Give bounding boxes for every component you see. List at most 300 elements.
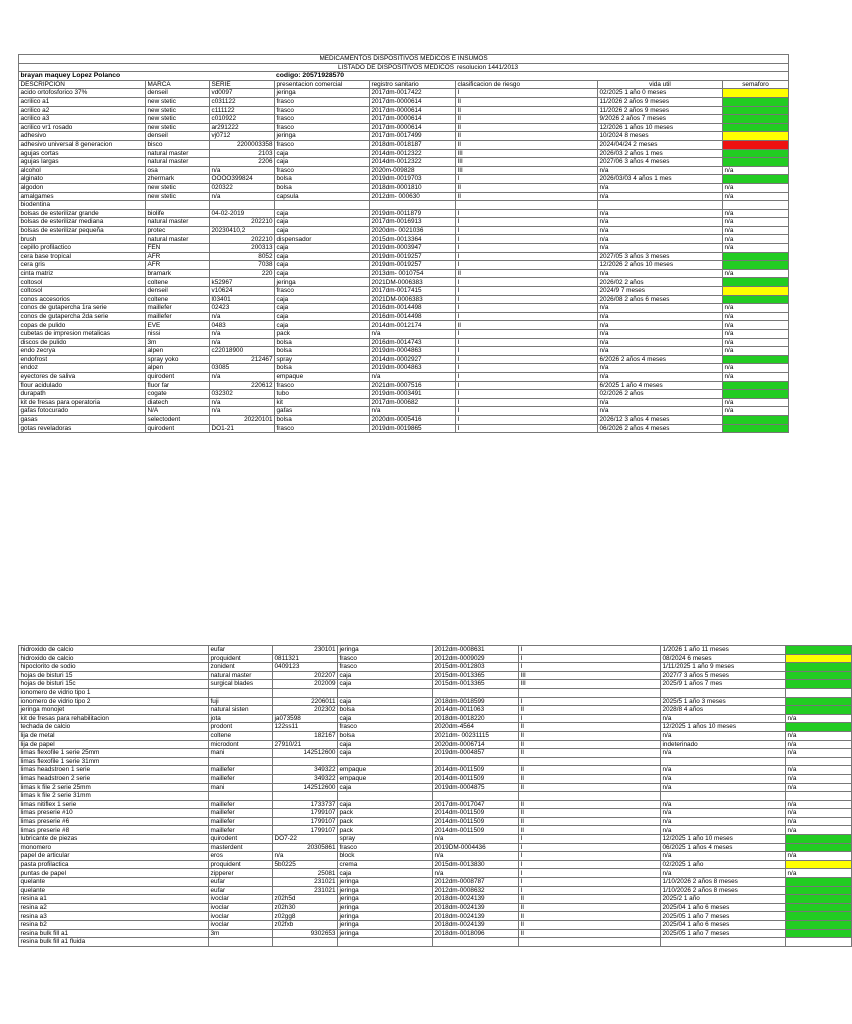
table-row bbox=[19, 252, 789, 261]
risk-class-cell: I bbox=[519, 663, 661, 672]
risk-class-cell: II bbox=[519, 817, 661, 826]
presentation-cell: empaque bbox=[275, 372, 370, 381]
brand-cell: eufar bbox=[209, 886, 273, 895]
table-row bbox=[19, 671, 852, 680]
registry-cell: 2021dm-0007516 bbox=[370, 381, 456, 390]
brand-cell: maillefer bbox=[146, 304, 210, 313]
risk-class-cell: II bbox=[519, 723, 661, 732]
brand-cell: maillefer bbox=[209, 809, 273, 818]
table-row bbox=[19, 364, 789, 373]
risk-class-cell: I bbox=[519, 697, 661, 706]
shelf-life-cell: n/a bbox=[598, 407, 723, 416]
table-row bbox=[19, 175, 789, 184]
registry-cell: 2018dm-0018220 bbox=[433, 714, 519, 723]
risk-class-cell: I bbox=[456, 218, 598, 227]
brand-cell: zipperer bbox=[209, 869, 273, 878]
table-row bbox=[19, 921, 852, 930]
traffic-light-cell: n/a bbox=[723, 235, 789, 244]
brand-cell: osa bbox=[146, 166, 210, 175]
description-cell: cepillo profilactico bbox=[19, 244, 146, 253]
table-row bbox=[19, 826, 852, 835]
description-cell: acrilico vr1 rosado bbox=[19, 123, 146, 132]
brand-cell: natural master bbox=[146, 218, 210, 227]
traffic-light-cell bbox=[723, 97, 789, 106]
brand-cell: zonident bbox=[209, 663, 273, 672]
description-cell: resina a3 bbox=[19, 912, 209, 921]
presentation-cell: frasco bbox=[275, 166, 370, 175]
description-cell: gasas bbox=[19, 415, 146, 424]
presentation-cell: crema bbox=[338, 860, 433, 869]
table-row bbox=[19, 723, 852, 732]
brand-cell: proquident bbox=[209, 860, 273, 869]
table-row bbox=[19, 706, 852, 715]
shelf-life-cell: n/a bbox=[661, 783, 786, 792]
presentation-cell: caja bbox=[338, 680, 433, 689]
shelf-life-cell: indeterinado bbox=[661, 740, 786, 749]
table-row bbox=[19, 226, 789, 235]
description-cell: endofrost bbox=[19, 355, 146, 364]
shelf-life-cell: 2026/12 3 años 4 meses bbox=[598, 415, 723, 424]
serial-cell: 122ss11 bbox=[273, 723, 338, 732]
description-cell: jeringa monojet bbox=[19, 706, 209, 715]
column-header: semaforo bbox=[723, 80, 789, 89]
registry-cell: n/a bbox=[370, 407, 456, 416]
serial-cell: 1733737 bbox=[273, 800, 338, 809]
description-cell: hojas de bisturi 15c bbox=[19, 680, 209, 689]
table-row bbox=[19, 338, 789, 347]
traffic-light-cell: n/a bbox=[786, 852, 852, 861]
brand-cell: denseil bbox=[146, 287, 210, 296]
traffic-light-cell bbox=[723, 424, 789, 433]
registry-cell: n/a bbox=[433, 852, 519, 861]
presentation-cell: caja bbox=[275, 158, 370, 167]
traffic-light-cell: n/a bbox=[786, 749, 852, 758]
traffic-light-cell bbox=[723, 381, 789, 390]
description-cell: hidroxido de calcio bbox=[19, 646, 209, 655]
risk-class-cell: II bbox=[519, 766, 661, 775]
registry-cell: 2017dm-0017415 bbox=[370, 287, 456, 296]
risk-class-cell: I bbox=[456, 330, 598, 339]
serial-cell: ja073598 bbox=[273, 714, 338, 723]
description-cell: coltosol bbox=[19, 287, 146, 296]
presentation-cell: empaque bbox=[338, 766, 433, 775]
brand-cell: FEN bbox=[146, 244, 210, 253]
table-row bbox=[19, 183, 789, 192]
serial-cell: l03401 bbox=[210, 295, 275, 304]
shelf-life-cell: 06/2025 1 años 4 meses bbox=[661, 843, 786, 852]
table-row bbox=[19, 809, 852, 818]
brand-cell: new stetic bbox=[146, 183, 210, 192]
table-row bbox=[19, 774, 852, 783]
risk-class-cell bbox=[519, 938, 661, 947]
brand-cell: fluor far bbox=[146, 381, 210, 390]
traffic-light-cell bbox=[723, 415, 789, 424]
table-row bbox=[19, 817, 852, 826]
risk-class-cell: II bbox=[519, 783, 661, 792]
table-row bbox=[19, 347, 789, 356]
serial-cell: 8052 bbox=[210, 252, 275, 261]
description-cell: resina a2 bbox=[19, 903, 209, 912]
registry-cell: 2017dm-0000614 bbox=[370, 97, 456, 106]
table-row bbox=[19, 714, 852, 723]
registry-cell: 2020dm-4564 bbox=[433, 723, 519, 732]
table-row bbox=[19, 407, 789, 416]
description-cell: bolsas de esterilizar grande bbox=[19, 209, 146, 218]
shelf-life-cell bbox=[661, 757, 786, 766]
brand-cell: masterdent bbox=[209, 843, 273, 852]
serial-cell: 202210 bbox=[210, 235, 275, 244]
table-row bbox=[19, 757, 852, 766]
brand-cell: mani bbox=[209, 783, 273, 792]
brand-cell: maillefer bbox=[209, 766, 273, 775]
description-cell: hidroxido de calcio bbox=[19, 654, 209, 663]
description-cell: cubetas de impresion metalicas bbox=[19, 330, 146, 339]
brand-cell: quirodent bbox=[209, 835, 273, 844]
brand-cell: natural master bbox=[146, 158, 210, 167]
description-cell: limas headstroen 2 serie bbox=[19, 774, 209, 783]
shelf-life-cell: 9/2026 2 años 7 meses bbox=[598, 115, 723, 124]
registry-cell: 2016dm-0014498 bbox=[370, 312, 456, 321]
table-row bbox=[19, 929, 852, 938]
shelf-life-cell: 02/2026 2 años bbox=[598, 390, 723, 399]
registry-cell: 2018dm-0024139 bbox=[433, 912, 519, 921]
shelf-life-cell: 2025/04 1 año 6 meses bbox=[661, 921, 786, 930]
traffic-light-cell: n/a bbox=[723, 166, 789, 175]
shelf-life-cell: 1/10/2026 2 años 8 meses bbox=[661, 878, 786, 887]
registry-cell: 2021dm- 00231115 bbox=[433, 731, 519, 740]
table-row bbox=[19, 895, 852, 904]
registry-cell: 2012dm- 000630 bbox=[370, 192, 456, 201]
presentation-cell: spray bbox=[338, 835, 433, 844]
risk-class-cell: I bbox=[519, 878, 661, 887]
brand-cell: natural master bbox=[209, 671, 273, 680]
traffic-light-cell: n/a bbox=[723, 398, 789, 407]
table-row bbox=[19, 903, 852, 912]
traffic-light-cell: n/a bbox=[723, 338, 789, 347]
presentation-cell: caja bbox=[275, 209, 370, 218]
registry-cell: 2017dm-0017499 bbox=[370, 132, 456, 141]
table-row bbox=[19, 424, 789, 433]
brand-cell: maillefer bbox=[209, 826, 273, 835]
registry-cell: 2015dm-0013364 bbox=[370, 235, 456, 244]
traffic-light-cell bbox=[723, 89, 789, 98]
registry-cell: 2018dm-0024139 bbox=[433, 921, 519, 930]
registry-cell bbox=[433, 757, 519, 766]
serial-cell: n/a bbox=[273, 852, 338, 861]
traffic-light-cell: n/a bbox=[786, 714, 852, 723]
risk-class-cell: I bbox=[456, 261, 598, 270]
description-cell: gotas reveladoras bbox=[19, 424, 146, 433]
presentation-cell: caja bbox=[275, 261, 370, 270]
brand-cell: EVE bbox=[146, 321, 210, 330]
brand-cell: N/A bbox=[146, 407, 210, 416]
description-cell: durapath bbox=[19, 390, 146, 399]
risk-class-cell: II bbox=[519, 921, 661, 930]
traffic-light-cell: n/a bbox=[786, 740, 852, 749]
traffic-light-cell: n/a bbox=[723, 304, 789, 313]
brand-cell: prodont bbox=[209, 723, 273, 732]
owner-row bbox=[19, 72, 789, 81]
risk-class-cell bbox=[519, 688, 661, 697]
column-header-row bbox=[19, 80, 789, 89]
shelf-life-cell: 2026/03 2 años 1 mes bbox=[598, 149, 723, 158]
description-cell: lubricante de piezas bbox=[19, 835, 209, 844]
shelf-life-cell: 1/11/2025 1 año 9 meses bbox=[661, 663, 786, 672]
registry-cell: 2014dm-0012322 bbox=[370, 149, 456, 158]
serial-cell: v10624 bbox=[210, 287, 275, 296]
table-row bbox=[19, 654, 852, 663]
risk-class-cell: I bbox=[456, 347, 598, 356]
description-cell: acrilico a2 bbox=[19, 106, 146, 115]
registry-cell: 2014dm-0002927 bbox=[370, 355, 456, 364]
serial-cell: 2200003358 bbox=[210, 140, 275, 149]
registry-cell: 2019DM-0004436 bbox=[433, 843, 519, 852]
shelf-life-cell: 11/2026 2 años 9 meses bbox=[598, 97, 723, 106]
risk-class-cell: I bbox=[456, 175, 598, 184]
presentation-cell: frasco bbox=[275, 123, 370, 132]
presentation-cell: caja bbox=[338, 749, 433, 758]
traffic-light-cell: n/a bbox=[786, 731, 852, 740]
shelf-life-cell: 12/2025 1 año 10 meses bbox=[661, 835, 786, 844]
shelf-life-cell: 2025/04 1 año 6 meses bbox=[661, 903, 786, 912]
shelf-life-cell: n/a bbox=[661, 869, 786, 878]
traffic-light-cell: n/a bbox=[723, 321, 789, 330]
table-row bbox=[19, 261, 789, 270]
serial-cell: z02h30 bbox=[273, 903, 338, 912]
brand-cell: diatech bbox=[146, 398, 210, 407]
registry-cell: 2017dm-0000614 bbox=[370, 115, 456, 124]
brand-cell: coltene bbox=[146, 295, 210, 304]
column-header: MARCA bbox=[146, 80, 210, 89]
table-row bbox=[19, 381, 789, 390]
brand-cell: denseil bbox=[146, 89, 210, 98]
brand-cell: bramark bbox=[146, 269, 210, 278]
traffic-light-cell bbox=[723, 140, 789, 149]
description-cell: lija de papel bbox=[19, 740, 209, 749]
traffic-light-cell bbox=[723, 175, 789, 184]
serial-cell: 220 bbox=[210, 269, 275, 278]
table-row bbox=[19, 97, 789, 106]
presentation-cell: frasco bbox=[275, 97, 370, 106]
description-cell: acido ortofosforico 37% bbox=[19, 89, 146, 98]
shelf-life-cell: n/a bbox=[661, 817, 786, 826]
table-row bbox=[19, 398, 789, 407]
description-cell: conos accesorios bbox=[19, 295, 146, 304]
traffic-light-cell: n/a bbox=[723, 269, 789, 278]
brand-cell: coltene bbox=[209, 731, 273, 740]
serial-cell: 20220101 bbox=[210, 415, 275, 424]
registry-cell bbox=[433, 688, 519, 697]
presentation-cell: frasco bbox=[275, 115, 370, 124]
risk-class-cell: II bbox=[456, 123, 598, 132]
table-row bbox=[19, 355, 789, 364]
brand-cell: ivoclar bbox=[209, 903, 273, 912]
serial-cell: vd0097 bbox=[210, 89, 275, 98]
serial-cell: 220612 bbox=[210, 381, 275, 390]
traffic-light-cell bbox=[786, 929, 852, 938]
registry-cell bbox=[433, 792, 519, 801]
registry-cell: 2019dm-0003491 bbox=[370, 390, 456, 399]
traffic-light-cell: n/a bbox=[723, 372, 789, 381]
registry-cell: 2020m-009828 bbox=[370, 166, 456, 175]
shelf-life-cell: n/a bbox=[598, 304, 723, 313]
shelf-life-cell: 1/2026 1 año 11 meses bbox=[661, 646, 786, 655]
risk-class-cell: I bbox=[456, 244, 598, 253]
registry-cell: 2019dm-0004863 bbox=[370, 347, 456, 356]
presentation-cell: frasco bbox=[275, 381, 370, 390]
table-row bbox=[19, 278, 789, 287]
serial-cell: 27910/21 bbox=[273, 740, 338, 749]
shelf-life-cell: n/a bbox=[598, 338, 723, 347]
brand-cell: quirodent bbox=[146, 424, 210, 433]
traffic-light-cell bbox=[786, 663, 852, 672]
shelf-life-cell: n/a bbox=[598, 235, 723, 244]
risk-class-cell: II bbox=[456, 97, 598, 106]
risk-class-cell: I bbox=[456, 287, 598, 296]
serial-cell: c010922 bbox=[210, 115, 275, 124]
presentation-cell: caja bbox=[275, 312, 370, 321]
traffic-light-cell bbox=[723, 390, 789, 399]
traffic-light-cell bbox=[786, 921, 852, 930]
brand-cell: quirodent bbox=[146, 372, 210, 381]
presentation-cell: bolsa bbox=[275, 338, 370, 347]
brand-cell: bisco bbox=[146, 140, 210, 149]
serial-cell: 0483 bbox=[210, 321, 275, 330]
risk-class-cell: I bbox=[456, 398, 598, 407]
presentation-cell: dispensador bbox=[275, 235, 370, 244]
description-cell: biodentina bbox=[19, 201, 146, 210]
traffic-light-cell bbox=[723, 355, 789, 364]
registry-cell: n/a bbox=[433, 835, 519, 844]
table-row bbox=[19, 390, 789, 399]
shelf-life-cell: 6/2026 2 años 4 meses bbox=[598, 355, 723, 364]
risk-class-cell: II bbox=[519, 800, 661, 809]
traffic-light-cell: n/a bbox=[723, 312, 789, 321]
registry-cell: 2019dm-0003947 bbox=[370, 244, 456, 253]
shelf-life-cell: n/a bbox=[598, 218, 723, 227]
risk-class-cell: II bbox=[519, 809, 661, 818]
serial-cell: n/a bbox=[210, 312, 275, 321]
table-row bbox=[19, 852, 852, 861]
shelf-life-cell: 2027/05 3 años 3 meses bbox=[598, 252, 723, 261]
risk-class-cell: I bbox=[456, 338, 598, 347]
traffic-light-cell bbox=[786, 671, 852, 680]
description-cell: cinta matriz bbox=[19, 269, 146, 278]
risk-class-cell: I bbox=[519, 714, 661, 723]
title-row bbox=[19, 55, 789, 64]
brand-cell: denseil bbox=[146, 132, 210, 141]
registry-cell: 2018dm-0018599 bbox=[433, 697, 519, 706]
brand-cell: 3m bbox=[209, 929, 273, 938]
traffic-light-cell bbox=[786, 646, 852, 655]
registry-cell: 2017dm-0000614 bbox=[370, 106, 456, 115]
table-row bbox=[19, 688, 852, 697]
registry-cell: 2018dm-0024139 bbox=[433, 903, 519, 912]
presentation-cell: caja bbox=[275, 226, 370, 235]
description-cell: papel de articular bbox=[19, 852, 209, 861]
description-cell: ionomero de vidrio tipo 2 bbox=[19, 697, 209, 706]
description-cell: kit de fresas para rehabilitacion bbox=[19, 714, 209, 723]
registry-cell: 2012dm-0008632 bbox=[433, 886, 519, 895]
serial-cell: c111122 bbox=[210, 106, 275, 115]
risk-class-cell: I bbox=[456, 407, 598, 416]
table-row bbox=[19, 330, 789, 339]
registry-cell: 2019dm-0019703 bbox=[370, 175, 456, 184]
table-row bbox=[19, 740, 852, 749]
description-cell: adhesivo bbox=[19, 132, 146, 141]
traffic-light-cell: n/a bbox=[723, 347, 789, 356]
presentation-cell: jeringa bbox=[338, 886, 433, 895]
risk-class-cell bbox=[519, 792, 661, 801]
description-cell: bolsas de esterilizar mediana bbox=[19, 218, 146, 227]
presentation-cell: frasco bbox=[275, 106, 370, 115]
shelf-life-cell: n/a bbox=[661, 852, 786, 861]
registry-cell: 2017dm-0016913 bbox=[370, 218, 456, 227]
registry-cell: 2018dm-0018187 bbox=[370, 140, 456, 149]
registry-cell: 2016dm-0014498 bbox=[370, 304, 456, 313]
traffic-light-cell: n/a bbox=[786, 766, 852, 775]
description-cell: puntas de papel bbox=[19, 869, 209, 878]
brand-cell bbox=[209, 938, 273, 947]
serial-cell: 202009 bbox=[273, 680, 338, 689]
shelf-life-cell: n/a bbox=[661, 714, 786, 723]
registry-cell: n/a bbox=[433, 869, 519, 878]
risk-class-cell: I bbox=[456, 390, 598, 399]
description-cell: limas preserie #10 bbox=[19, 809, 209, 818]
serial-cell bbox=[273, 792, 338, 801]
serial-cell: 200313 bbox=[210, 244, 275, 253]
presentation-cell: kit bbox=[275, 398, 370, 407]
description-cell: resina a1 bbox=[19, 895, 209, 904]
presentation-cell: frasco bbox=[338, 654, 433, 663]
presentation-cell: caja bbox=[275, 304, 370, 313]
shelf-life-cell: n/a bbox=[661, 731, 786, 740]
registry-cell: 2014dm-0012322 bbox=[370, 158, 456, 167]
presentation-cell: caja bbox=[338, 800, 433, 809]
presentation-cell: empaque bbox=[338, 774, 433, 783]
risk-class-cell: II bbox=[456, 106, 598, 115]
risk-class-cell: I bbox=[519, 843, 661, 852]
table-row bbox=[19, 792, 852, 801]
description-cell: algodon bbox=[19, 183, 146, 192]
brand-cell: selectodent bbox=[146, 415, 210, 424]
registry-cell: 2015dm-0013365 bbox=[433, 671, 519, 680]
presentation-cell: frasco bbox=[338, 843, 433, 852]
presentation-cell bbox=[338, 938, 433, 947]
brand-cell: new stetic bbox=[146, 115, 210, 124]
registry-cell: 2014dm-0011509 bbox=[433, 774, 519, 783]
registry-cell: 2012dm-0009029 bbox=[433, 654, 519, 663]
risk-class-cell: III bbox=[456, 158, 598, 167]
registry-cell: 2019dm-0004863 bbox=[370, 364, 456, 373]
brand-cell: surgical blades bbox=[209, 680, 273, 689]
description-cell: limas flexofile 1 serie 25mm bbox=[19, 749, 209, 758]
risk-class-cell: I bbox=[456, 89, 598, 98]
traffic-light-cell: n/a bbox=[786, 817, 852, 826]
report-title: MEDICAMENTOS DISPOSITIVOS MEDICOS E INSUMOS bbox=[19, 55, 789, 64]
brand-cell: spray yoko bbox=[146, 355, 210, 364]
description-cell: acrilico a1 bbox=[19, 97, 146, 106]
traffic-light-cell: n/a bbox=[723, 209, 789, 218]
presentation-cell: bolsa bbox=[338, 706, 433, 715]
presentation-cell: caja bbox=[275, 252, 370, 261]
shelf-life-cell: 2024/9 7 meses bbox=[598, 287, 723, 296]
description-cell: endo zecrya bbox=[19, 347, 146, 356]
table-row bbox=[19, 860, 852, 869]
traffic-light-cell: n/a bbox=[786, 774, 852, 783]
registry-cell: 2019dm-0004857 bbox=[433, 749, 519, 758]
description-cell: limas headstroen 1 serie bbox=[19, 766, 209, 775]
